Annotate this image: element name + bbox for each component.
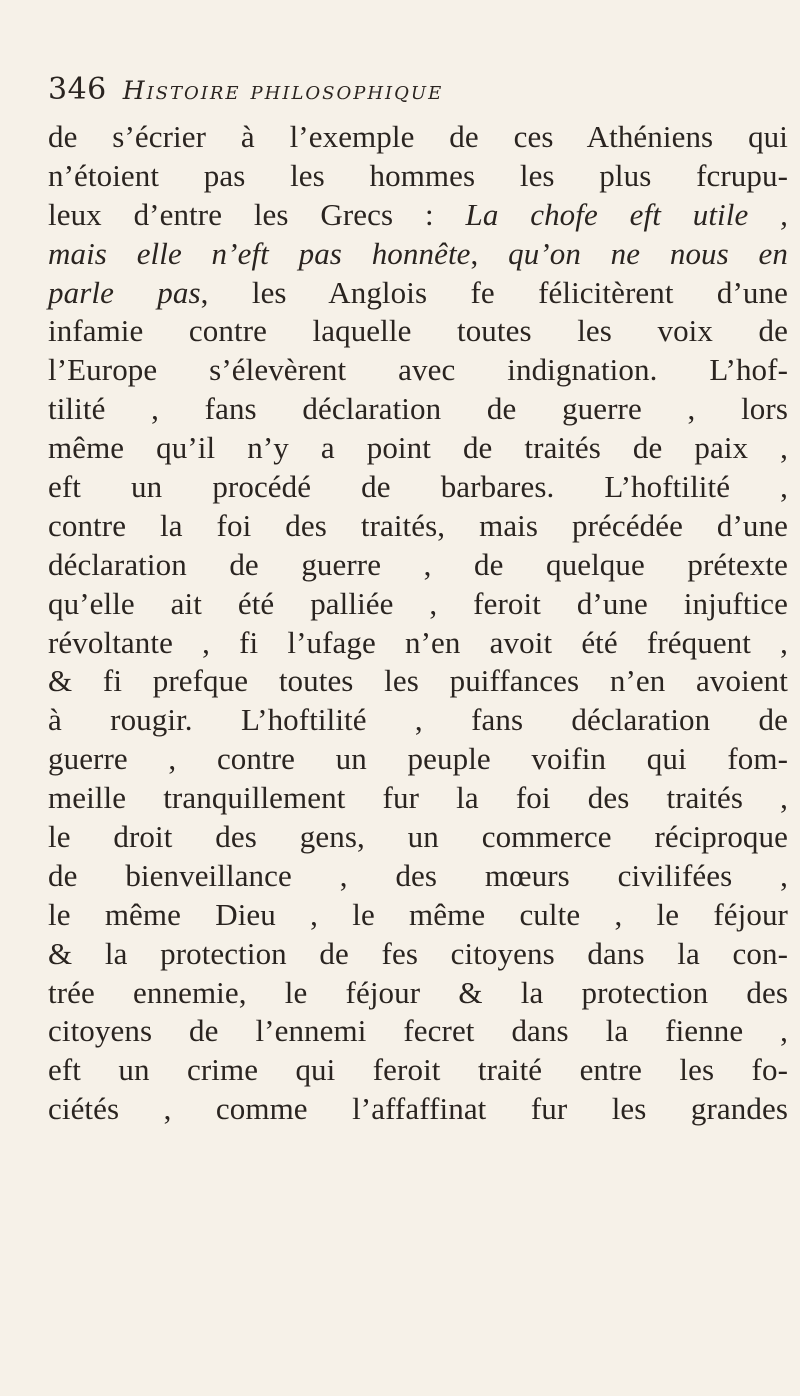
text-line [48,312,788,351]
text-line [48,1090,788,1129]
text-line [48,1051,788,1090]
text-run: révoltante , fi l’ufage n’en avoit été fréquent , [48,624,788,660]
text-line [48,274,788,313]
text-run: eft un crime qui feroit traité entre les fo- [48,1052,788,1088]
text-run: n’étoient pas les hommes les plus fcrupu- [48,157,788,193]
text-line [48,546,788,585]
text-run: ciétés , comme l’affaffinat fur les grandes [48,1091,788,1127]
text-run: & la protection de fes citoyens dans la con- [48,935,788,971]
text-line [48,390,788,429]
text-run: le droit des gens, un commerce réciproque [48,819,788,855]
text-line [48,157,788,196]
text-line [48,624,788,663]
text-line [48,429,788,468]
text-line [48,818,788,857]
text-run: tilité , fans déclaration de guerre , lors [48,391,788,427]
text-line [48,974,788,1013]
text-run: contre la foi des traités, mais précédée d’une [48,507,788,543]
text-line [48,118,788,157]
italic-quote: La chofe eft utile , [465,196,788,232]
text-run: & fi prefque toutes les puiffances n’en avoient [48,663,788,699]
italic-quote: mais elle n’eft pas honnête [48,235,471,271]
text-line [48,896,788,935]
text-line [48,585,788,624]
italic-quote: qu’on ne nous en [508,235,788,271]
text-run: l’Europe s’élevèrent avec indignation. L’hof- [48,352,788,388]
text-run: eft un procédé de barbares. L’hoftilité , [48,469,788,505]
text-line [48,1012,788,1051]
text-run: de s’écrier à l’exemple de ces Athéniens qui [48,119,788,154]
italic-quote: parle pas [48,274,201,310]
text-run: même qu’il n’y a point de traités de paix , [48,430,788,466]
text-run: qu’elle ait été palliée , feroit d’une injuftice [48,585,788,621]
text-run: infamie contre laquelle toutes les voix de [48,313,788,349]
text-run: à rougir. L’hoftilité , fans déclaration de [48,702,788,738]
text-line [48,235,788,274]
text-line [48,701,788,740]
text-run: leux d’entre les Grecs : [48,196,466,232]
text-line [48,935,788,974]
text-run: meille tranquillement fur la foi des traités , [48,780,788,816]
text-run: le même Dieu , le même culte , le féjour [48,896,788,932]
running-head [48,72,768,116]
running-title: Histoire philosophique [122,76,444,105]
text-line [48,468,788,507]
text-run: déclaration de guerre , de quelque prétexte [48,546,788,582]
text-run: trée ennemie, le féjour & la protection des [48,974,788,1010]
text-line [48,779,788,818]
page-number: 346 [48,72,107,107]
text-line [48,351,788,390]
text-run: guerre , contre un peuple voifin qui fom- [48,741,788,777]
body-text [48,118,788,1129]
text-line [48,507,788,546]
text-line [48,662,788,701]
text-line [48,857,788,896]
text-run: de bienveillance , des mœurs civilifées , [48,857,788,893]
text-run: citoyens de l’ennemi fecret dans la fienne , [48,1013,788,1049]
text-run: , [470,235,509,271]
text-line [48,196,788,235]
text-run: , les Anglois fe félicitèrent d’une [200,274,788,310]
text-line [48,740,788,779]
